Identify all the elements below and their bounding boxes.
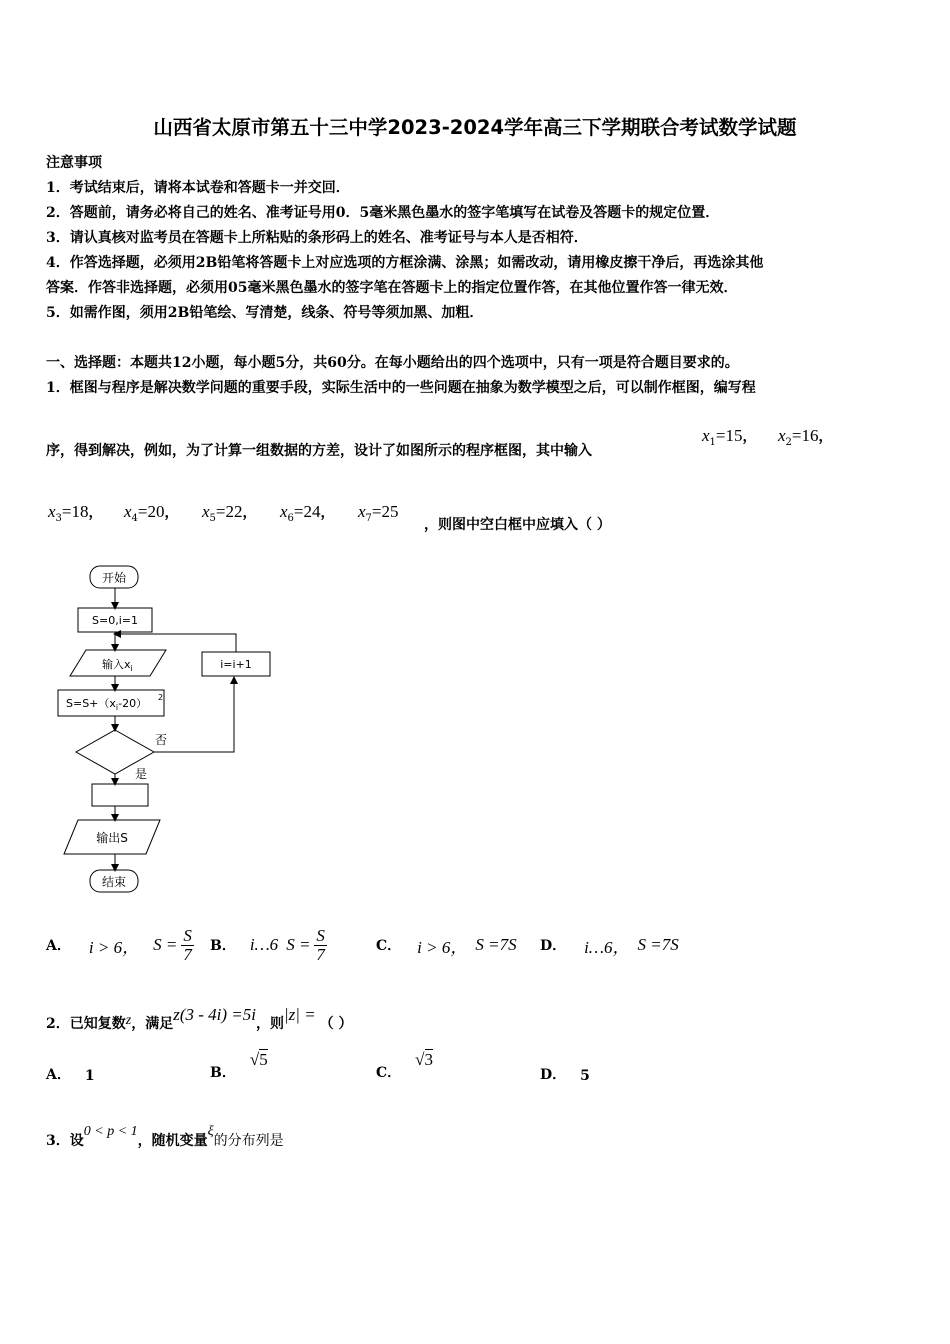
notes-heading: 注意事项 [46, 155, 102, 171]
fraction: $\frac{S}{7}$ [183, 925, 192, 964]
sqrt-icon: √ [249, 1050, 260, 1069]
q1-input-x3: $x_3=18$， [48, 502, 103, 525]
flow-update-sup: 2 [158, 693, 164, 702]
note-item: 4．作答选择题，必须用2B铅笔将答题卡上对应选项的方框涂满、涂黑；如需改动，请用橡皮擦干净后，再选涂其他 [46, 255, 764, 271]
q1-option-d[interactable]: D． i…6， S =7S [540, 935, 679, 957]
page-title: 山西省太原市第五十三中学2023-2024学年高三下学期联合考试数学试题 [153, 116, 797, 139]
q1-input-x6: $x_6=24$， [280, 502, 335, 525]
q1-option-b[interactable]: B． i…6 S = $\frac{S}{7}$ [210, 925, 325, 964]
note-item: 3．请认真核对监考员在答题卡上所粘贴的条形码上的姓名、准考证号与本人是否相符． [46, 230, 588, 246]
note-item: 1．考试结束后，请将本试卷和答题卡一并交回． [46, 180, 350, 196]
flow-init-label: S=0,i=1 [92, 614, 138, 627]
q1-input-x5: $x_5=22$， [202, 502, 257, 525]
flow-blank-node [92, 784, 148, 806]
q1-option-a[interactable]: A． i > 6， S = $\frac{S}{7}$ [46, 925, 192, 964]
q2-option-c[interactable]: C． √3 [376, 1050, 433, 1081]
sqrt-icon: √ [415, 1050, 425, 1069]
flow-no-label: 否 [155, 733, 168, 747]
q1-input-x4: $x_4=20$， [124, 502, 179, 525]
fraction: $\frac{S}{7}$ [316, 925, 325, 964]
flow-yes-label: 是 [135, 767, 148, 781]
q2-option-b[interactable]: B． √5 [210, 1050, 268, 1081]
note-item: 5．如需作图，须用2B铅笔绘、写清楚，线条、符号等须加黑、加粗． [46, 305, 484, 321]
note-item: 2．答题前，请务必将自己的姓名、准考证号用0．5毫米黑色墨水的签字笔填写在试卷及答题卡的规定位置． [46, 205, 720, 221]
flow-input-label: 输入$x_i$ [102, 658, 133, 673]
q1-text-line3: ，则图中空白框中应填入（ ） [424, 517, 611, 533]
q2-option-d[interactable]: D． 5 [540, 1067, 590, 1084]
q3-text: 3．设0 < p < 1，随机变量ξ的分布列是 [46, 1124, 284, 1149]
q1-input-x7: $x_7=25$ [358, 502, 399, 525]
flow-incr-label: i=i+1 [220, 658, 252, 671]
q1-input-x2: $x_2=16$， [778, 426, 833, 449]
flow-output-label: 输出S [96, 831, 128, 845]
q2-text: 2．已知复数z，满足z(3 - 4i) =5i，则|z| = （ ） [46, 1005, 353, 1032]
flow-start-label: 开始 [101, 571, 127, 585]
q2-option-a[interactable]: A． 1 [46, 1067, 95, 1084]
section-heading: 一、选择题：本题共12小题，每小题5分，共60分。在每小题给出的四个选项中，只有一项是符合题目要求的。 [46, 355, 739, 371]
q1-text-line2: 序，得到解决，例如，为了计算一组数据的方差，设计了如图所示的程序框图，其中输入 [46, 443, 592, 459]
q1-text-line1: 1．框图与程序是解决数学问题的重要手段，实际生活中的一些问题在抽象为数学模型之后，可以制作框图，编写程 [46, 380, 756, 396]
q1-input-x1: $x_1=15$， [702, 426, 757, 449]
note-item: 答案．作答非选择题，必须用05毫米黑色墨水的签字笔在答题卡上的指定位置作答，在其他位置作答一律无效． [46, 280, 738, 296]
flow-end-label: 结束 [101, 875, 127, 889]
q1-option-c[interactable]: C． i > 6， S =7S [376, 935, 517, 957]
flow-update-label: $S=S+(x_i-20)$ [66, 697, 148, 712]
flowchart [40, 560, 300, 900]
